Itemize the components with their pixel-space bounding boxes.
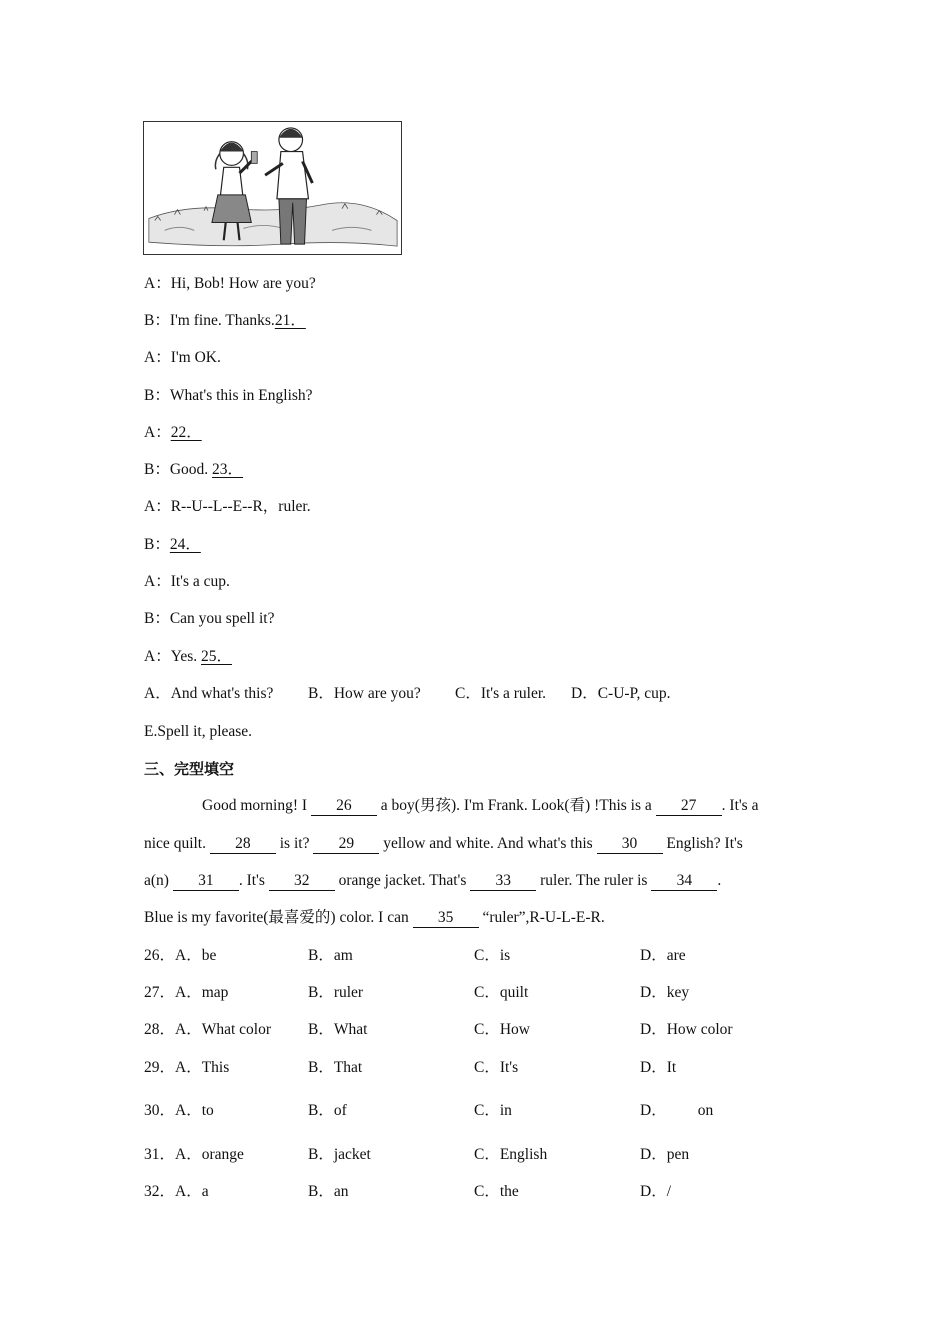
section-heading: 三、完型填空 [144,760,235,778]
option-a[interactable]: A．orange [175,1146,244,1163]
answer-blank[interactable]: 23． [212,461,244,478]
cloze-blank-26[interactable]: 26 [311,797,377,816]
answer-blank[interactable]: 21． [274,312,306,329]
option-c[interactable]: C．in [474,1102,512,1119]
cloze-blank-30[interactable]: 30 [597,835,663,854]
option-d[interactable]: D．/ [640,1183,672,1200]
option-b[interactable]: B．jacket [308,1146,371,1163]
question-number: 27． [144,984,176,1001]
choice-a: A．And what's this? [144,685,274,702]
option-d[interactable]: D．pen [640,1146,690,1163]
option-c[interactable]: C．How [474,1021,530,1038]
question-number: 29． [144,1059,176,1076]
option-b[interactable]: B．ruler [308,984,364,1001]
choice-d: D．C-U-P, cup. [571,685,671,702]
option-a[interactable]: A．be [175,947,217,964]
option-b[interactable]: B．That [308,1059,363,1076]
dialogue-line: A：R--U--L--E--R，ruler. [144,498,311,515]
cloze-line-3: a(n) 31 . It's 32 orange jacket. That's 33 ruler. The ruler is 34 . [144,872,722,889]
dialogue-illustration [143,121,402,255]
cloze-blank-31[interactable]: 31 [173,872,239,891]
option-c[interactable]: C．quilt [474,984,529,1001]
answer-blank[interactable]: 25． [201,648,233,665]
option-a[interactable]: A．a [175,1183,209,1200]
option-b[interactable]: B．an [308,1183,349,1200]
question-number: 31． [144,1146,176,1163]
option-d[interactable]: D．key [640,984,690,1001]
question-number: 28． [144,1021,176,1038]
dialogue-line: A：I'm OK. [144,349,221,366]
option-c[interactable]: C．English [474,1146,548,1163]
option-a[interactable]: A．This [175,1059,230,1076]
option-a[interactable]: A．What color [175,1021,271,1038]
option-b[interactable]: B．What [308,1021,368,1038]
question-number: 32． [144,1183,176,1200]
cloze-line-2: nice quilt. 28 is it? 29 yellow and white. And what's this 30 English? It's [144,835,743,852]
choice-c: C．It's a ruler. [455,685,547,702]
cloze-blank-32[interactable]: 32 [269,872,335,891]
dialogue-line: A：It's a cup. [144,573,230,590]
dialogue-line: A：22． [144,424,202,441]
option-b[interactable]: B．of [308,1102,347,1119]
cloze-blank-28[interactable]: 28 [210,835,276,854]
choice-e: E.Spell it, please. [144,723,253,740]
option-a[interactable]: A．to [175,1102,214,1119]
dialogue-line: B：24． [144,536,201,553]
dialogue-line: B：Good. 23． [144,461,244,478]
option-d[interactable]: D． on [640,1102,714,1119]
option-b[interactable]: B．am [308,947,353,964]
option-c[interactable]: C．It's [474,1059,519,1076]
dialogue-line: B：What's this in English? [144,387,313,404]
cloze-blank-35[interactable]: 35 [413,909,479,928]
option-c[interactable]: C．is [474,947,511,964]
dialogue-line: A：Yes. 25． [144,648,233,665]
dialogue-line: B：Can you spell it? [144,610,275,627]
choice-b: B．How are you? [308,685,421,702]
option-c[interactable]: C．the [474,1183,519,1200]
dialogue-line: A：Hi, Bob! How are you? [144,275,316,292]
option-a[interactable]: A．map [175,984,229,1001]
option-d[interactable]: D．How color [640,1021,733,1038]
answer-blank[interactable]: 22． [170,424,202,441]
question-number: 30． [144,1102,176,1119]
dialogue-line: B：I'm fine. Thanks.21． [144,312,306,329]
cloze-blank-29[interactable]: 29 [313,835,379,854]
answer-blank[interactable]: 24． [169,536,201,553]
question-number: 26． [144,947,176,964]
cloze-blank-27[interactable]: 27 [656,797,722,816]
cloze-line-4: Blue is my favorite(最喜爱的) color. I can 35 “ruler”,R-U-L-E-R. [144,909,605,926]
cloze-blank-34[interactable]: 34 [651,872,717,891]
cloze-blank-33[interactable]: 33 [470,872,536,891]
option-d[interactable]: D．are [640,947,686,964]
cloze-line-1: Good morning! I 26 a boy(男孩). I'm Frank. Look(看) !This is a 27 . It's a [202,797,759,814]
option-d[interactable]: D．It [640,1059,677,1076]
